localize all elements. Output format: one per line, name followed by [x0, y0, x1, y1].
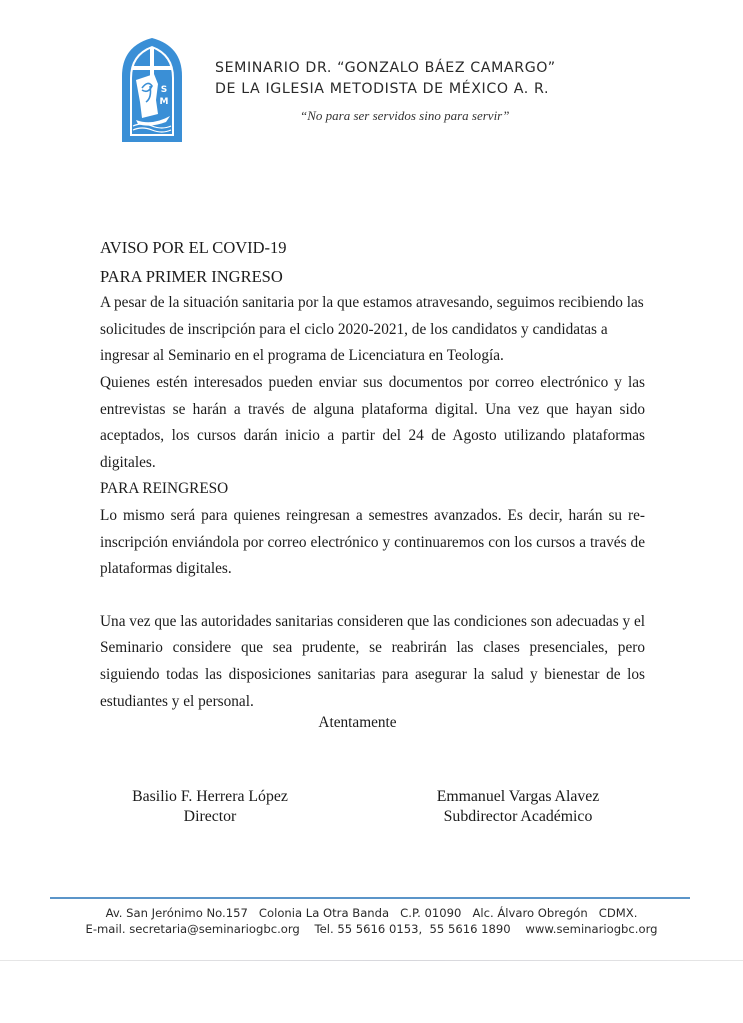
footer-divider: [50, 897, 690, 899]
notice-title: AVISO POR EL COVID-19: [100, 238, 287, 257]
seminary-logo: [120, 36, 184, 144]
signature-block-subdirector: [418, 787, 618, 827]
paragraph-gap: [100, 583, 645, 609]
paragraph-primer-ingreso-1: A pesar de la situación sanitaria por la que estamos atravesando, seguimos recibiendo las solicitudes de inscripción para el ciclo 2020-2021, de los candidatos y candidatas a ingresar al Seminario en el programa de Licenciatura en Teología.: [100, 294, 644, 365]
signature-block-director: [116, 787, 304, 827]
logo-initials: S: [160, 85, 168, 95]
paragraph-closing: Una vez que las autoridades sanitarias consideren que las condiciones son adecuadas y el Seminario considere que sea prudente, se reabrirán las clases presenciales, pero siguiendo todas las disposiciones sanitarias para asegurar la salud y bienestar de los estudiantes y el personal.: [100, 612, 645, 710]
footer-contact-info: E-mail. secretaria@seminariogbc.org Tel. 55 5616 0153, 55 5616 1890 www.seminariogbc.org: [85, 922, 658, 936]
valediction-text: Atentamente: [318, 714, 397, 731]
paragraph-primer-ingreso-2: Quienes estén interesados pueden enviar sus documentos por correo electrónico y las entrevistas se harán a través de alguna plataforma digital. Una vez que hayan sido aceptados, los cursos darán inicio a partir del 24 de Agosto utilizando plataformas digitales.: [100, 373, 645, 471]
section-heading-primer-ingreso: PARA PRIMER INGRESO: [100, 266, 283, 286]
page-edge: [0, 960, 743, 961]
logo-cross-horizontal: [132, 66, 172, 70]
institution-name: [215, 58, 556, 100]
institution-name-line2: DE LA IGLESIA METODISTA DE MÉXICO A. R.: [215, 81, 550, 97]
footer-address: Av. San Jerónimo No.157 Colonia La Otra Banda C.P. 01090 Alc. Álvaro Obregón CDMX.: [105, 906, 638, 920]
paragraph-reingreso: Lo mismo será para quienes reingresan a semestres avanzados. Es decir, harán su re-inscripción enviándola por correo electrónico y continuaremos con los cursos a través de plataformas digitales.: [100, 506, 645, 578]
valediction: [0, 714, 743, 732]
notice-body: [100, 235, 645, 715]
section-heading-reingreso: PARA REINGRESO: [100, 480, 229, 498]
svg-text:M: M: [159, 97, 169, 107]
signatory-name: Basilio F. Herrera López: [132, 788, 288, 805]
motto: “No para ser servidos sino para servir”: [300, 108, 510, 123]
signatory-role: Director: [183, 808, 237, 825]
footer-contact: [0, 905, 743, 937]
signatory-name: Emmanuel Vargas Alavez: [436, 788, 600, 805]
signatory-role: Subdirector Académico: [443, 808, 593, 825]
institution-name-line1: SEMINARIO DR. “GONZALO BÁEZ CAMARGO”: [215, 60, 556, 76]
